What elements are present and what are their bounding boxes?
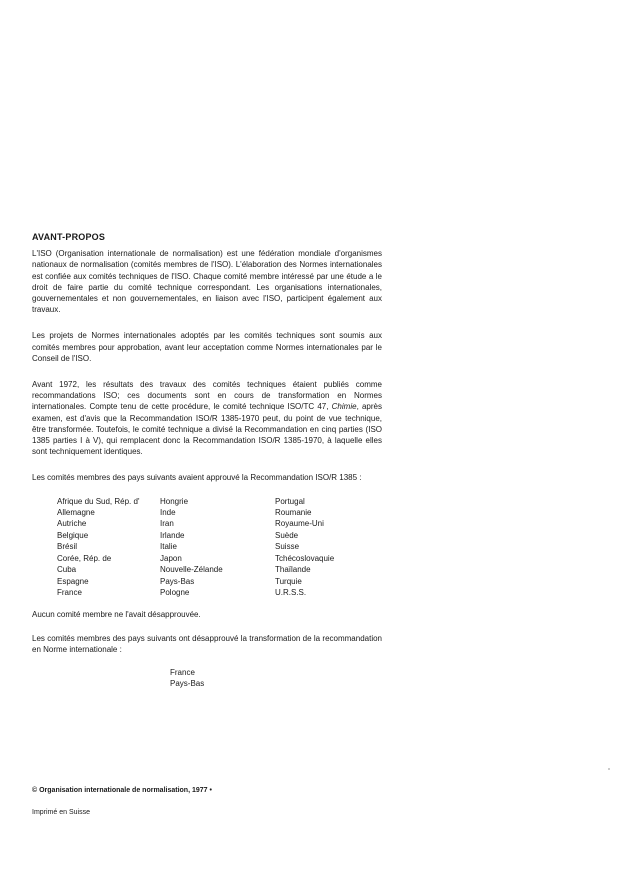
country-item: Cuba	[57, 565, 77, 575]
committee-title-italic: Chimie	[331, 402, 357, 412]
country-item: Inde	[160, 508, 176, 518]
country-item: Japon	[160, 553, 182, 563]
country-item: Pays-Bas	[170, 679, 205, 689]
country-item: France	[57, 587, 82, 597]
country-item: Pologne	[160, 587, 190, 597]
country-item: U.R.S.S.	[275, 587, 307, 597]
country-item: France	[170, 667, 195, 677]
country-item: Suisse	[275, 542, 300, 552]
country-item: Corée, Rép. de	[57, 553, 112, 563]
country-item: Roumanie	[275, 508, 312, 518]
foreword-section	[32, 232, 382, 690]
country-item: Brésil	[57, 542, 78, 552]
approving-countries-column-2	[160, 496, 275, 599]
country-item: Tchécoslovaquie	[275, 553, 335, 563]
country-item: Pays-Bas	[160, 576, 195, 586]
paragraph-transformation	[32, 379, 382, 457]
country-item: Belgique	[57, 530, 89, 540]
country-item: Italie	[160, 542, 177, 552]
country-item: Portugal	[275, 496, 305, 506]
country-item: Allemagne	[57, 508, 95, 518]
country-item: Thaïlande	[275, 565, 311, 575]
paragraph-draft-approval: Les projets de Normes internationales adoptés par les comités techniques sont soumis aux comités membres pour approbation, avant leur acceptation comme Normes internationales par le Conseil de l'ISO.	[32, 331, 382, 363]
page-footer	[32, 786, 212, 818]
scan-speck	[608, 768, 610, 770]
section-heading: AVANT-PROPOS	[32, 232, 106, 242]
approving-countries-column-3	[275, 496, 375, 599]
paragraph-transformation-part2: , après examen, est d'avis que la Recommandation ISO/R 1385-1970 peut, du point de vue technique, être transformée. Toutefois, le comité technique a divisé la Recommandation en cinq parties (ISO 1385 parties I à V), qui remplacent donc la Recommandation ISO/R 1385-1970, à laquelle elles sont techniquement identiques.	[32, 402, 382, 457]
paragraph-transformation-part1: Avant 1972, les résultats des travaux des comités techniques étaient publiés comme recommandations ISO; ces documents sont en cours de transformation en Normes internationales. Compte tenu de cette procédure, le comité technique ISO/TC 47,	[32, 380, 382, 412]
paragraph-approving-intro: Les comités membres des pays suivants avaient approuvé la Recommandation ISO/R 1385 :	[32, 473, 362, 483]
printed-notice: Imprimé en Suisse	[32, 809, 90, 816]
country-item: Turquie	[275, 576, 302, 586]
country-item: Irlande	[160, 530, 185, 540]
country-item: Hongrie	[160, 496, 189, 506]
approving-countries-table	[57, 496, 382, 599]
paragraph-no-disapproval: Aucun comité membre ne l'avait désapprouvée.	[32, 610, 201, 620]
disapproving-countries-list	[170, 667, 382, 690]
copyright-notice: © Organisation internationale de normalisation, 1977 •	[32, 787, 212, 794]
country-item: Autriche	[57, 519, 87, 529]
paragraph-iso-intro: L'ISO (Organisation internationale de normalisation) est une fédération mondiale d'organismes nationaux de normalisation (comités membres de l'ISO). L'élaboration des Normes internationales est confiée aux comités techniques de l'ISO. Chaque comité membre intéressé par une étude a le droit de faire partie du comité technique correspondant. Les organisations internationales, gouvernementales et non gouvernementales, en liaison avec l'ISO, participent également aux travaux.	[32, 249, 382, 315]
country-item: Nouvelle-Zélande	[160, 565, 223, 575]
country-item: Afrique du Sud, Rép. d'	[57, 496, 140, 506]
country-item: Royaume-Uni	[275, 519, 324, 529]
country-item: Iran	[160, 519, 174, 529]
country-item: Espagne	[57, 576, 89, 586]
country-item: Suède	[275, 530, 299, 540]
approving-countries-column-1	[57, 496, 160, 599]
paragraph-disapproving-intro: Les comités membres des pays suivants ont désapprouvé la transformation de la recommandation en Norme internationale :	[32, 633, 382, 654]
